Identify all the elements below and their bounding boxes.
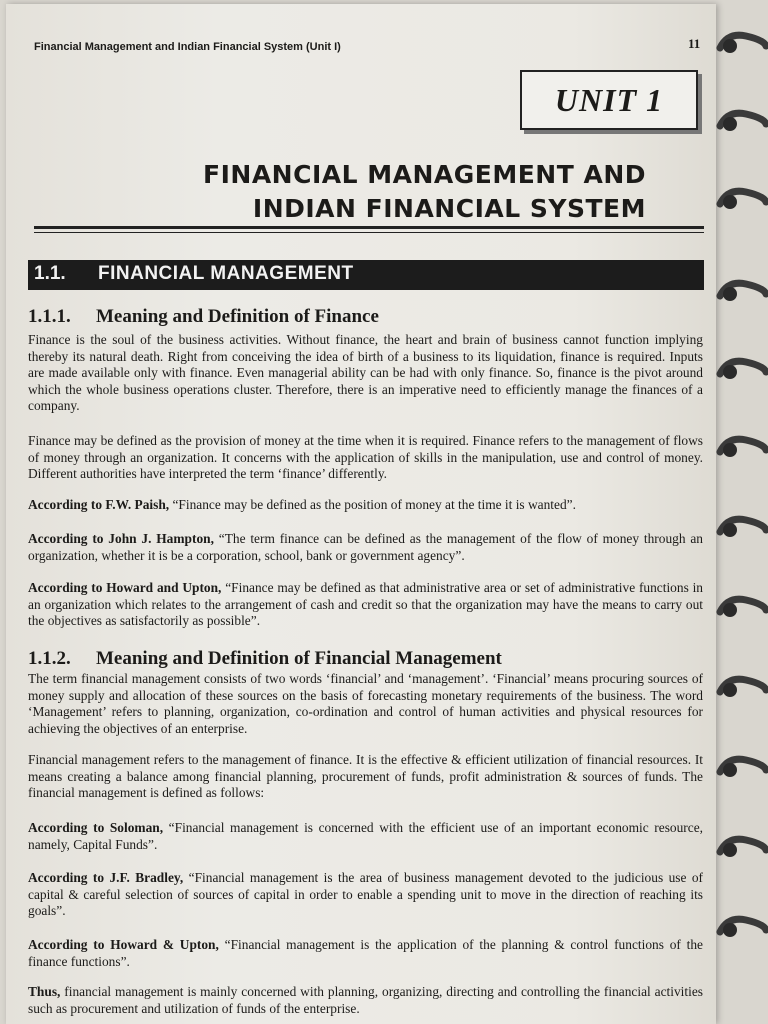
subsection-heading-finance xyxy=(28,306,379,328)
subsection-heading-financial-management xyxy=(28,648,502,670)
quote-text: “Financial management is concerned with the efficient use of an important economic resource, namely, Capital Funds”. xyxy=(28,820,704,852)
spiral-coil-icon xyxy=(716,512,768,546)
subsection-title: Meaning and Definition of Financial Management xyxy=(96,648,502,669)
spiral-coil-icon xyxy=(716,592,768,626)
quote-lead: According to Howard & Upton, xyxy=(28,937,219,952)
quote-text: “The term finance can be defined as the management of the flow of money through an organization, whether it is be a corporation, school, bank or government agency”. xyxy=(28,531,704,563)
quote-text: “Finance may be defined as the position of money at the time it is wanted”. xyxy=(169,497,576,512)
subsection-title: Meaning and Definition of Finance xyxy=(96,306,379,327)
section-heading-bar xyxy=(28,260,704,290)
paragraph-lead: Thus, xyxy=(28,984,61,999)
spiral-coil-icon xyxy=(716,752,768,786)
quote-lead: According to J.F. Bradley, xyxy=(28,870,184,885)
quote-lead: According to Soloman, xyxy=(28,820,164,835)
quote-lead: According to John J. Hampton, xyxy=(28,531,214,546)
section-number: 1.1. xyxy=(34,263,66,284)
paragraph-finance-definition: Finance may be defined as the provision of money at the time when it is required. Finance refers to the management of flows of money through an organization. It concerns with the application of skills in the manipulation, use and control of money. Different authorities have interpreted the term ‘finance’ differently. xyxy=(28,433,703,482)
chapter-title-line2: INDIAN FINANCIAL SYSTEM xyxy=(252,194,646,223)
spiral-coil-icon xyxy=(716,184,768,218)
spiral-coil-icon xyxy=(716,276,768,310)
quote-text: “Financial management is the area of business management devoted to the judicious use of capital & careful selection of sources of capital in order to enable a spending unit to move in the direction of reaching its goals”. xyxy=(28,870,703,919)
section-title: FINANCIAL MANAGEMENT xyxy=(98,263,354,284)
running-head: Financial Management and Indian Financial System (Unit I) xyxy=(34,41,341,53)
title-rule-thick xyxy=(34,226,704,229)
quote-bradley xyxy=(28,870,703,920)
unit-label-box xyxy=(520,70,698,130)
quote-howard-upton xyxy=(28,580,703,630)
spiral-coil-icon xyxy=(716,28,768,62)
quote-hampton xyxy=(28,531,703,564)
book-page xyxy=(6,4,716,1024)
unit-label: UNIT 1 xyxy=(554,81,664,118)
subsection-number: 1.1.1. xyxy=(28,306,71,327)
spiral-coil-icon xyxy=(716,672,768,706)
chapter-title-line1: FINANCIAL MANAGEMENT AND xyxy=(203,160,646,189)
paragraph-fm-refers: Financial management refers to the management of finance. It is the effective & efficient utilization of financial resources. It means creating a balance among financial planning, procurement of funds, profit administration & sources of funds. The financial management is defined as follows: xyxy=(28,752,703,801)
spiral-coil-icon xyxy=(716,106,768,140)
title-rule-thin xyxy=(34,232,704,233)
paragraph-thus xyxy=(28,984,703,1017)
spiral-coil-icon xyxy=(716,912,768,946)
quote-lead: According to Howard and Upton, xyxy=(28,580,222,595)
paragraph-finance-soul: Finance is the soul of the business activities. Without finance, the heart and brain of business cannot function implying thereby its natural death. Right from conceiving the idea of birth of a business to its liquidation, finance is required. Inputs are made available only with finance. Even managerial ability can be had with only finance. So, finance is the pivot around which the whole business operations cluster. Therefore, there is an imperative need to efficiently manage the finances of a company. xyxy=(28,332,703,414)
spiral-coil-icon xyxy=(716,432,768,466)
paragraph-text: financial management is mainly concerned with planning, organizing, directing and controlling the financial activities such as procurement and utilization of funds of the enterprise. xyxy=(28,984,703,1016)
quote-lead: According to F.W. Paish, xyxy=(28,497,170,512)
quote-text: “Financial management is the application of the planning & control functions of the finance functions”. xyxy=(28,937,703,969)
chapter-title xyxy=(46,158,646,226)
quote-howard-upton-fm xyxy=(28,937,703,970)
paragraph-term-financial-management: The term financial management consists of two words ‘financial’ and ‘management’. ‘Financial’ means procuring sources of money supply and allocation of these sources on the basis of forecasting monetary requirements of the business. The word ‘Management’ refers to planning, organization, co-ordination and control of human activities and physical resources for achieving the objectives of an enterprise. xyxy=(28,671,703,736)
spiral-coil-icon xyxy=(716,832,768,866)
quote-soloman xyxy=(28,820,703,853)
quote-text: “Finance may be defined as that administrative area or set of administrative functions in an organization which relates to the arrangement of cash and credit so that the organization may have the means to carry out the objectives as satisfactorily as possible”. xyxy=(28,580,703,629)
page-number: 11 xyxy=(688,36,701,51)
quote-paish xyxy=(28,497,703,514)
spiral-coil-icon xyxy=(716,354,768,388)
subsection-number: 1.1.2. xyxy=(28,648,71,669)
